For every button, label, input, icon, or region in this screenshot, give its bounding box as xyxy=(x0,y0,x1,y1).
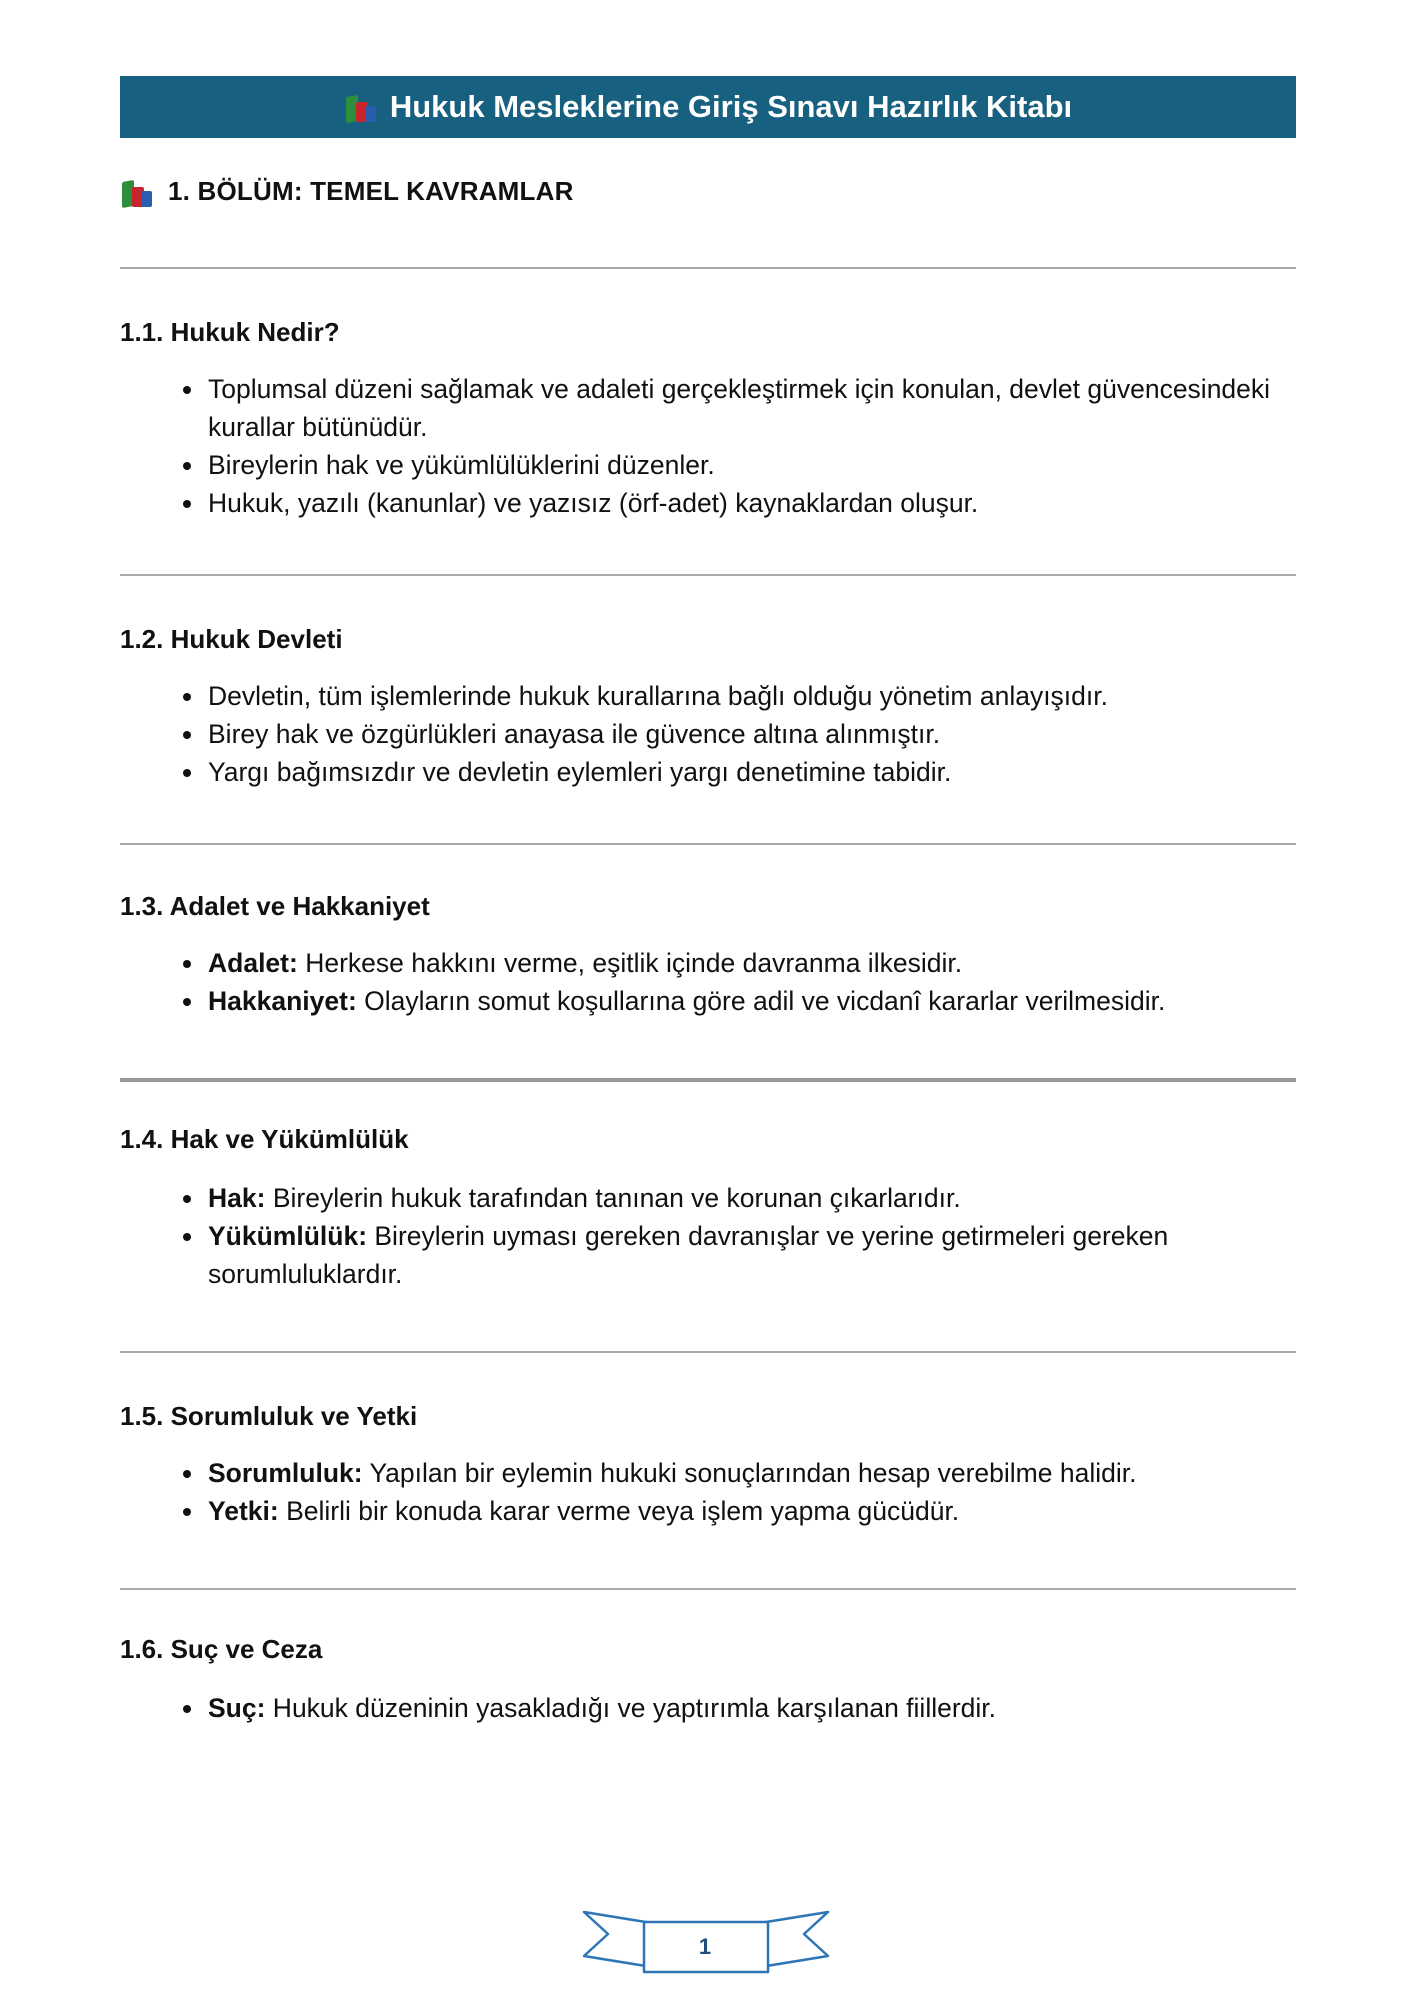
list-item xyxy=(206,1492,1296,1530)
bullet-list xyxy=(120,1179,1296,1293)
section-heading: 1.2. Hukuk Devleti xyxy=(120,624,343,654)
list-item xyxy=(206,1454,1296,1492)
definition: Hukuk düzeninin yasakladığı ve yaptırımla karşılanan fiillerdir. xyxy=(265,1693,997,1723)
section-heading: 1.4. Hak ve Yükümlülük xyxy=(120,1124,409,1154)
list-item xyxy=(206,446,1296,484)
section-heading: 1.5. Sorumluluk ve Yetki xyxy=(120,1401,418,1431)
term: Adalet: xyxy=(208,948,298,978)
definition: Toplumsal düzeni sağlamak ve adaleti gerçekleştirmek için konulan, devlet güvencesindeki kurallar bütünüdür. xyxy=(208,374,1271,442)
term: Hakkaniyet: xyxy=(208,986,357,1016)
definition: Olayların somut koşullarına göre adil ve vicdanî kararlar verilmesidir. xyxy=(356,986,1166,1016)
bullet-list xyxy=(120,370,1296,522)
page-number: 1 xyxy=(698,1934,712,1959)
section-heading: 1.1. Hukuk Nedir? xyxy=(120,317,340,347)
list-item xyxy=(206,1217,1296,1293)
definition: Hukuk, yazılı (kanunlar) ve yazısız (örf-adet) kaynaklardan oluşur. xyxy=(208,488,979,518)
list-item xyxy=(206,982,1296,1020)
list-item xyxy=(206,753,1296,791)
list-item xyxy=(206,715,1296,753)
definition: Yargı bağımsızdır ve devletin eylemleri yargı denetimine tabidir. xyxy=(208,757,952,787)
bullet-list xyxy=(120,1454,1296,1530)
page-footer xyxy=(580,1906,832,1976)
term: Yükümlülük: xyxy=(208,1221,368,1251)
definition: Devletin, tüm işlemlerinde hukuk kurallarına bağlı olduğu yönetim anlayışıdır. xyxy=(208,681,1108,711)
list-item xyxy=(206,944,1296,982)
document-title-bar xyxy=(120,76,1296,138)
books-icon xyxy=(344,92,378,122)
definition: Belirli bir konuda karar verme veya işlem yapma gücüdür. xyxy=(278,1496,960,1526)
term: Sorumluluk: xyxy=(208,1458,363,1488)
document-title: Hukuk Mesleklerine Giriş Sınavı Hazırlık Kitabı xyxy=(389,89,1073,124)
section-heading: 1.6. Suç ve Ceza xyxy=(120,1634,323,1664)
list-item xyxy=(206,370,1296,446)
definition: Bireylerin hak ve yükümlülüklerini düzenler. xyxy=(208,450,715,480)
bullet-list xyxy=(120,1689,1296,1727)
term: Hak: xyxy=(208,1183,266,1213)
definition: Bireylerin uyması gereken davranışlar ve yerine getirmeleri gereken sorumluluklardır. xyxy=(208,1221,1169,1289)
term: Suç: xyxy=(208,1693,266,1723)
books-icon xyxy=(120,177,154,207)
list-item xyxy=(206,677,1296,715)
section-heading: 1.3. Adalet ve Hakkaniyet xyxy=(120,891,430,921)
list-item xyxy=(206,1179,1296,1217)
definition: Herkese hakkını verme, eşitlik içinde davranma ilkesidir. xyxy=(297,948,963,978)
definition: Yapılan bir eylemin hukuki sonuçlarından hesap verebilme halidir. xyxy=(362,1458,1137,1488)
chapter-heading xyxy=(120,176,1296,207)
list-item xyxy=(206,1689,1296,1727)
chapter-title: 1. BÖLÜM: TEMEL KAVRAMLAR xyxy=(168,176,574,206)
bullet-list xyxy=(120,944,1296,1020)
term: Yetki: xyxy=(208,1496,279,1526)
definition: Bireylerin hukuk tarafından tanınan ve korunan çıkarlarıdır. xyxy=(265,1183,961,1213)
document-page xyxy=(120,76,1296,1727)
list-item xyxy=(206,484,1296,522)
definition: Birey hak ve özgürlükleri anayasa ile güvence altına alınmıştır. xyxy=(208,719,941,749)
bullet-list xyxy=(120,677,1296,791)
